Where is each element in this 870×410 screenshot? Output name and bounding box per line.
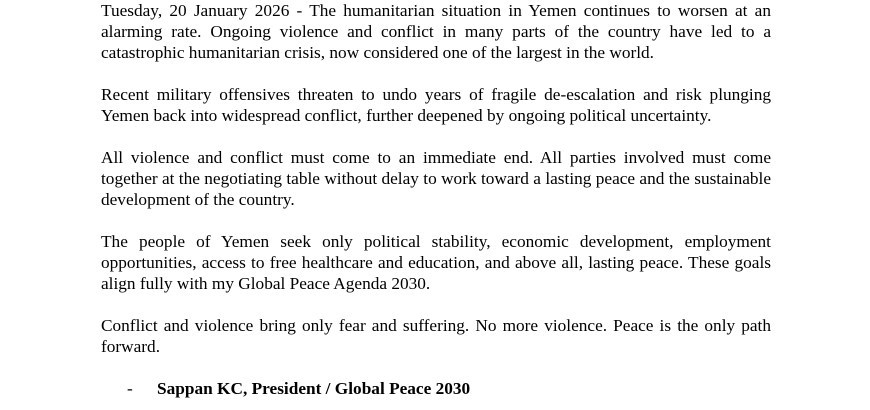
paragraph-military-offensives: Recent military offensives threaten to undo years of fragile de-escalation and risk plunging Yemen back into widespread conflict, further deepened by ongoing political uncertainty. — [101, 85, 771, 125]
signature-text: Sappan KC, President / Global Peace 2030 — [157, 379, 471, 398]
paragraph-intro: Tuesday, 20 January 2026 - The humanitarian situation in Yemen continues to worsen at an alarming rate. Ongoing violence and conflict in many parts of the country have led to a catastrophic humanitarian crisis, now considered one of the largest in the world. — [101, 1, 771, 62]
signature-line — [127, 378, 771, 399]
paragraph-people-of-yemen: The people of Yemen seek only political stability, economic development, employment opportunities, access to free healthcare and education, and above all, lasting peace. These goals align fully with my Global Peace Agenda 2030. — [101, 232, 771, 293]
document-page — [101, 0, 771, 399]
signature-dash: - — [127, 379, 133, 398]
paragraph-conclusion: Conflict and violence bring only fear and suffering. No more violence. Peace is the only path forward. — [101, 316, 771, 356]
paragraph-end-violence: All violence and conflict must come to an immediate end. All parties involved must come together at the negotiating table without delay to work toward a lasting peace and the sustainable development of the country. — [101, 148, 771, 209]
